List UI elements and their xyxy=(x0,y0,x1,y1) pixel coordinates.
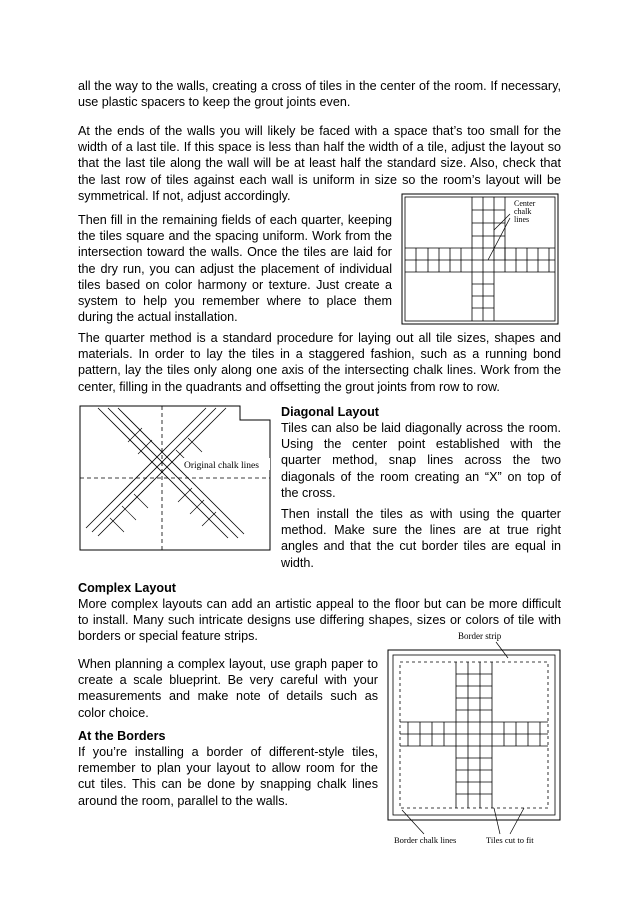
diagonal-paragraph-2: Then install the tiles as with using the quarter method. Make sure the lines are at true right angles and that the cut border tiles are equal in width. xyxy=(281,507,561,570)
intro-paragraph: all the way to the walls, creating a cross of tiles in the center of the room. If necessary, use plastic spacers to keep the grout joints even. xyxy=(78,79,561,110)
complex-layout-heading: Complex Layout xyxy=(78,581,176,595)
fill-quarters-paragraph: Then fill in the remaining fields of each quarter, keeping the tiles square and the spacing uniform. Work from the intersection toward the walls. Once the tiles are laid for the dry run, you can adjust the placement of individual tiles based on color harmony or texture. Just create a system to help you remember where to place them during the actual installation. xyxy=(78,213,392,325)
border-layout-figure xyxy=(384,628,564,850)
center-chalk-label-1: Center xyxy=(514,199,536,208)
tiles-cut-to-fit-label: Tiles cut to fit xyxy=(486,835,534,845)
complex-paragraph-2: When planning a complex layout, use graph paper to create a scale blueprint. Be very careful with your measurements and make note of details such as color choice. xyxy=(78,657,378,720)
complex-paragraph-1: More complex layouts can add an artistic appeal to the floor but can be more difficult to install. Many such intricate designs use differing shapes, sizes or colors of tile with borders or special feature strips. xyxy=(78,597,561,644)
center-chalk-label-3: lines xyxy=(514,215,530,224)
at-the-borders-heading: At the Borders xyxy=(78,729,166,743)
diagonal-layout-heading: Diagonal Layout xyxy=(281,405,379,419)
diagonal-layout-figure xyxy=(78,398,274,558)
quarter-method-paragraph: The quarter method is a standard procedure for laying out all tile sizes, shapes and materials. In order to lay the tiles in a staggered fashion, such as a running bond pattern, lay the tiles only along one axis of the intersecting chalk lines. Work from the center, filling in the quadrants and offsetting the grout joints from row to row. xyxy=(78,331,561,394)
border-strip-label: Border strip xyxy=(458,631,502,641)
original-chalk-lines-label: Original chalk lines xyxy=(184,461,259,471)
borders-paragraph: If you’re installing a border of different-style tiles, remember to plan your layout to allow room for the cut tiles. This can be done by snapping chalk lines around the room, parallel to the walls. xyxy=(78,745,378,808)
diagonal-paragraph-1: Tiles can also be laid diagonally across the room. Using the center point established with the quarter method, snap lines across the two diagonals of the room creating an “X” on top of the cross. xyxy=(281,421,561,500)
center-cross-figure xyxy=(398,190,564,330)
border-chalk-lines-label: Border chalk lines xyxy=(394,835,457,845)
center-chalk-label-2: chalk xyxy=(514,207,532,216)
wall-ends-paragraph: At the ends of the walls you will likely be faced with a space that’s too small for the width of a last tile. If this space is less than half the width of a tile, adjust the layout so that the last tile along the wall will be at least half the standard size. Also, check that the last row of tiles against each wall is uniform in size so the room’s layout will be symmetrical. If not, adjust accordingly. xyxy=(78,124,561,203)
